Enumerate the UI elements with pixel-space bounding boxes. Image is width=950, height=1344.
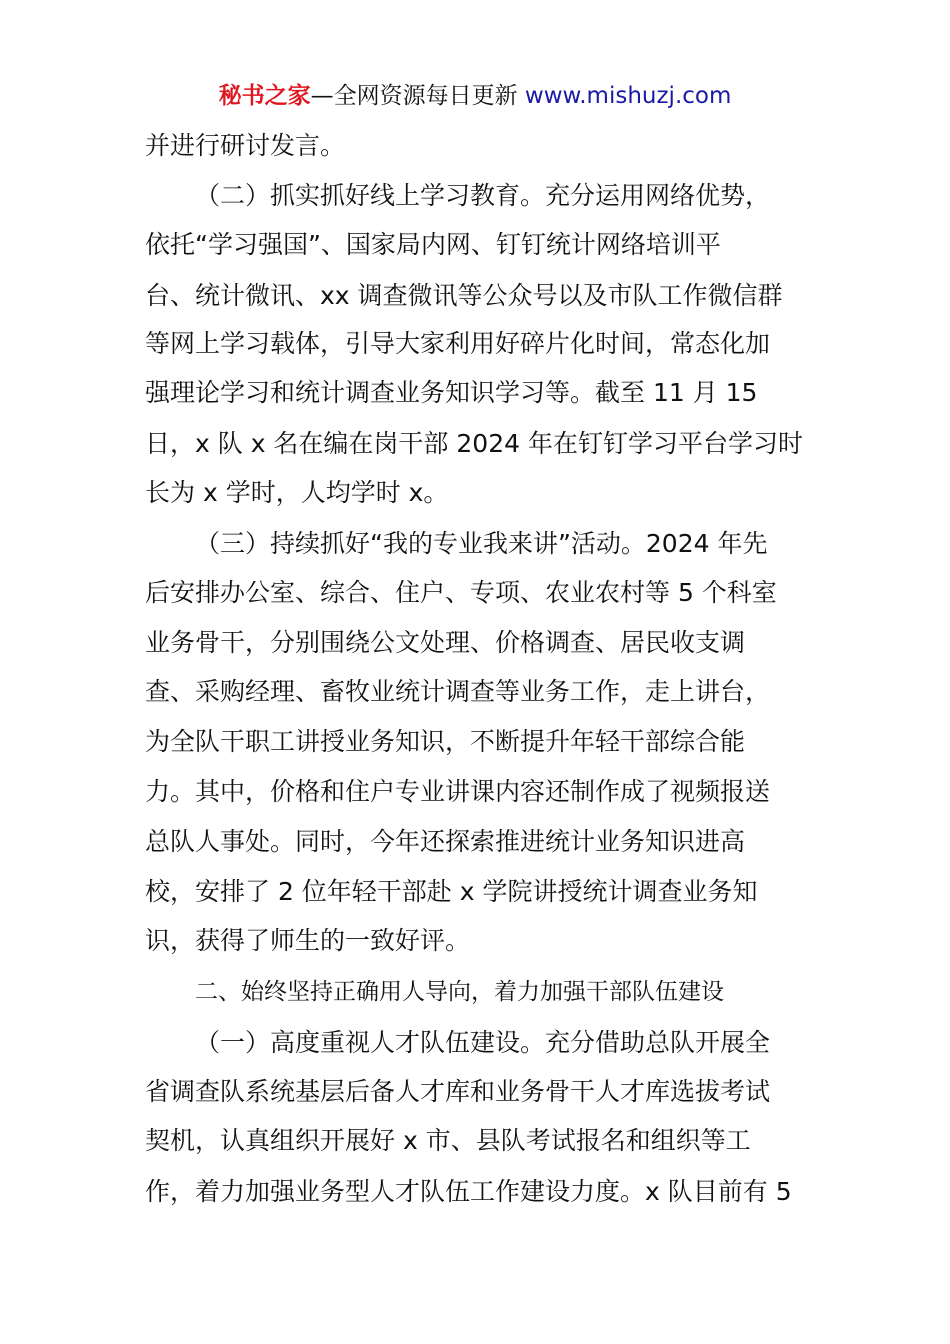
text-line: 等网上学习载体，引导大家利用好碎片化时间，常态化加 bbox=[145, 329, 771, 358]
text-line: 后安排办公室、综合、住户、专项、农业农村等 5 个科室 bbox=[145, 578, 777, 607]
site-brand: 秘书之家 bbox=[218, 83, 311, 109]
text-line: 查、采购经理、畜牧业统计调查等业务工作，走上讲台， bbox=[145, 677, 771, 706]
text-line: 依托“学习强国”、国家局内网、钉钉统计网络培训平 bbox=[145, 230, 721, 259]
site-header bbox=[0, 80, 950, 112]
text-line: 识，获得了师生的一致好评。 bbox=[145, 926, 471, 955]
section-heading: 二、始终坚持正确用人导向，着力加强干部队伍建设 bbox=[195, 979, 724, 1005]
text-line: 作，着力加强业务型人才队伍工作建设力度。x 队目前有 5 bbox=[145, 1177, 792, 1206]
text-line: 长为 x 学时，人均学时 x。 bbox=[145, 478, 449, 507]
text-line: 强理论学习和统计调查业务知识学习等。截至 11 月 15 bbox=[145, 378, 758, 407]
site-url[interactable]: www.mishuzj.com bbox=[524, 83, 732, 109]
text-line: （二）抓实抓好线上学习教育。充分运用网络优势， bbox=[195, 181, 771, 210]
text-line: 校，安排了 2 位年轻干部赴 x 学院讲授统计调查业务知 bbox=[145, 877, 758, 906]
text-line: 总队人事处。同时，今年还探索推进统计业务知识进高 bbox=[145, 827, 746, 856]
text-line: 契机，认真组织开展好 x 市、县队考试报名和组织等工 bbox=[145, 1126, 751, 1155]
text-line: 台、统计微讯、xx 调查微讯等公众号以及市队工作微信群 bbox=[145, 281, 783, 310]
text-line: 业务骨干，分别围绕公文处理、价格调查、居民收支调 bbox=[145, 628, 746, 657]
text-line: （三）持续抓好“我的专业我来讲”活动。2024 年先 bbox=[195, 529, 768, 558]
site-tagline: —全网资源每日更新 bbox=[310, 83, 518, 109]
text-line: 省调查队系统基层后备人才库和业务骨干人才库选拔考试 bbox=[145, 1077, 771, 1106]
text-line: （一）高度重视人才队伍建设。充分借助总队开展全 bbox=[195, 1028, 771, 1057]
text-line: 力。其中，价格和住户专业讲课内容还制作成了视频报送 bbox=[145, 777, 771, 806]
text-line: 并进行研讨发言。 bbox=[145, 131, 346, 160]
text-line: 为全队干职工讲授业务知识，不断提升年轻干部综合能 bbox=[145, 727, 746, 756]
text-line: 日，x 队 x 名在编在岗干部 2024 年在钉钉学习平台学习时 bbox=[145, 429, 803, 458]
